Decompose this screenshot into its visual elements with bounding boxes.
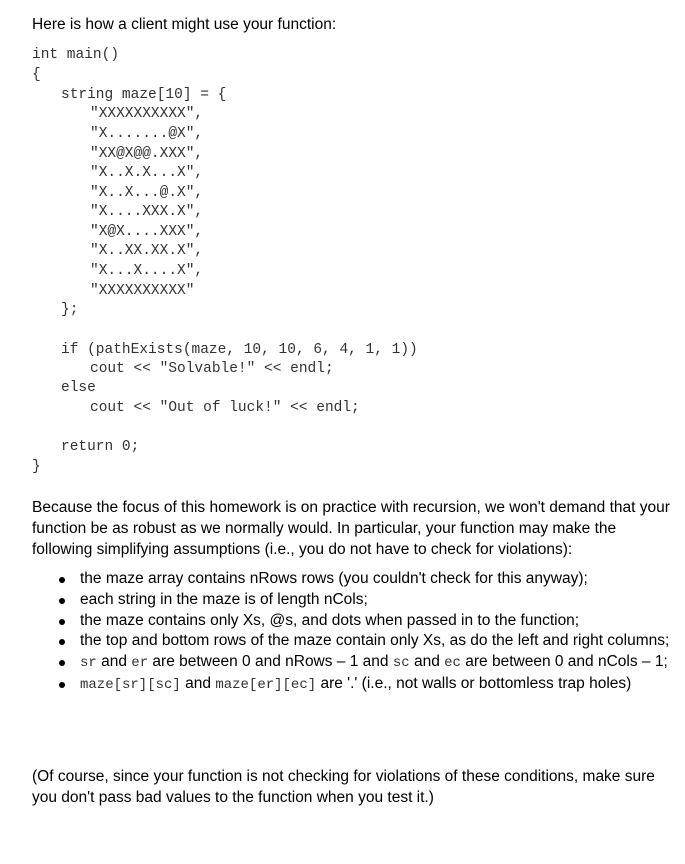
bullet-icon [59, 598, 65, 604]
code-line: "X..X.X...X", [90, 165, 204, 181]
list-item: each string in the maze is of length nCols; [32, 590, 672, 611]
code-line: "X...X....X", [90, 263, 204, 279]
list-item: the maze contains only Xs, @s, and dots when passed in to the function; [32, 611, 672, 632]
code-line: { [32, 67, 41, 83]
code-line: if (pathExists(maze, 10, 10, 6, 4, 1, 1)) [61, 342, 418, 358]
paragraph-assumptions: Because the focus of this homework is on practice with recursion, we won't demand that your function be as robust as we normally would. In particular, your function may make the following simplifying assumptions (i.e., you do not have to check for violations): [32, 499, 670, 558]
bullet-icon [59, 619, 65, 625]
code-maze-end: maze[er][ec] [215, 676, 317, 693]
code-line: "X.......@X", [90, 126, 204, 142]
intro-text: Here is how a client might use your function: [32, 16, 337, 33]
code-line: "X..X...@.X", [90, 185, 204, 201]
code-line: string maze[10] = { [61, 87, 227, 103]
code-line: "XXXXXXXXXX" [90, 283, 195, 299]
code-sr: sr [80, 655, 97, 672]
code-sc: sc [392, 655, 410, 672]
list-item: sr and er are between 0 and nRows – 1 and sc and ec are between 0 and nCols – 1; [32, 652, 672, 674]
bullet-icon [59, 660, 65, 666]
code-line: "X@X....XXX", [90, 224, 204, 240]
code-line: "X..XX.XX.X", [90, 243, 204, 259]
code-line: "XXXXXXXXXX", [90, 106, 204, 122]
code-line: "XX@X@@.XXX", [90, 146, 204, 162]
assumptions-list [32, 569, 672, 696]
code-er: er [131, 655, 149, 672]
bullet-icon [59, 682, 65, 688]
code-maze-start: maze[sr][sc] [80, 676, 181, 693]
code-ec: ec [444, 655, 461, 672]
list-item: the maze array contains nRows rows (you couldn't check for this anyway); [32, 569, 672, 590]
code-line: cout << "Solvable!" << endl; [90, 361, 334, 377]
code-line: "X....XXX.X", [90, 204, 204, 220]
bullet-icon [59, 577, 65, 583]
list-item: maze[sr][sc] and maze[er][ec] are '.' (i.e., not walls or bottomless trap holes) [32, 674, 672, 696]
code-line: cout << "Out of luck!" << endl; [90, 400, 360, 416]
list-item: the top and bottom rows of the maze contain only Xs, as do the left and right columns; [32, 631, 672, 652]
code-line: else [61, 380, 96, 396]
code-line: } [32, 459, 41, 475]
bullet-icon [59, 639, 65, 645]
code-line: return 0; [61, 439, 140, 455]
code-line: }; [61, 302, 79, 318]
code-line: int main() [32, 47, 120, 63]
paragraph-note: (Of course, since your function is not checking for violations of these conditions, make sure you don't pass bad values to the function when you test it.) [32, 768, 655, 806]
